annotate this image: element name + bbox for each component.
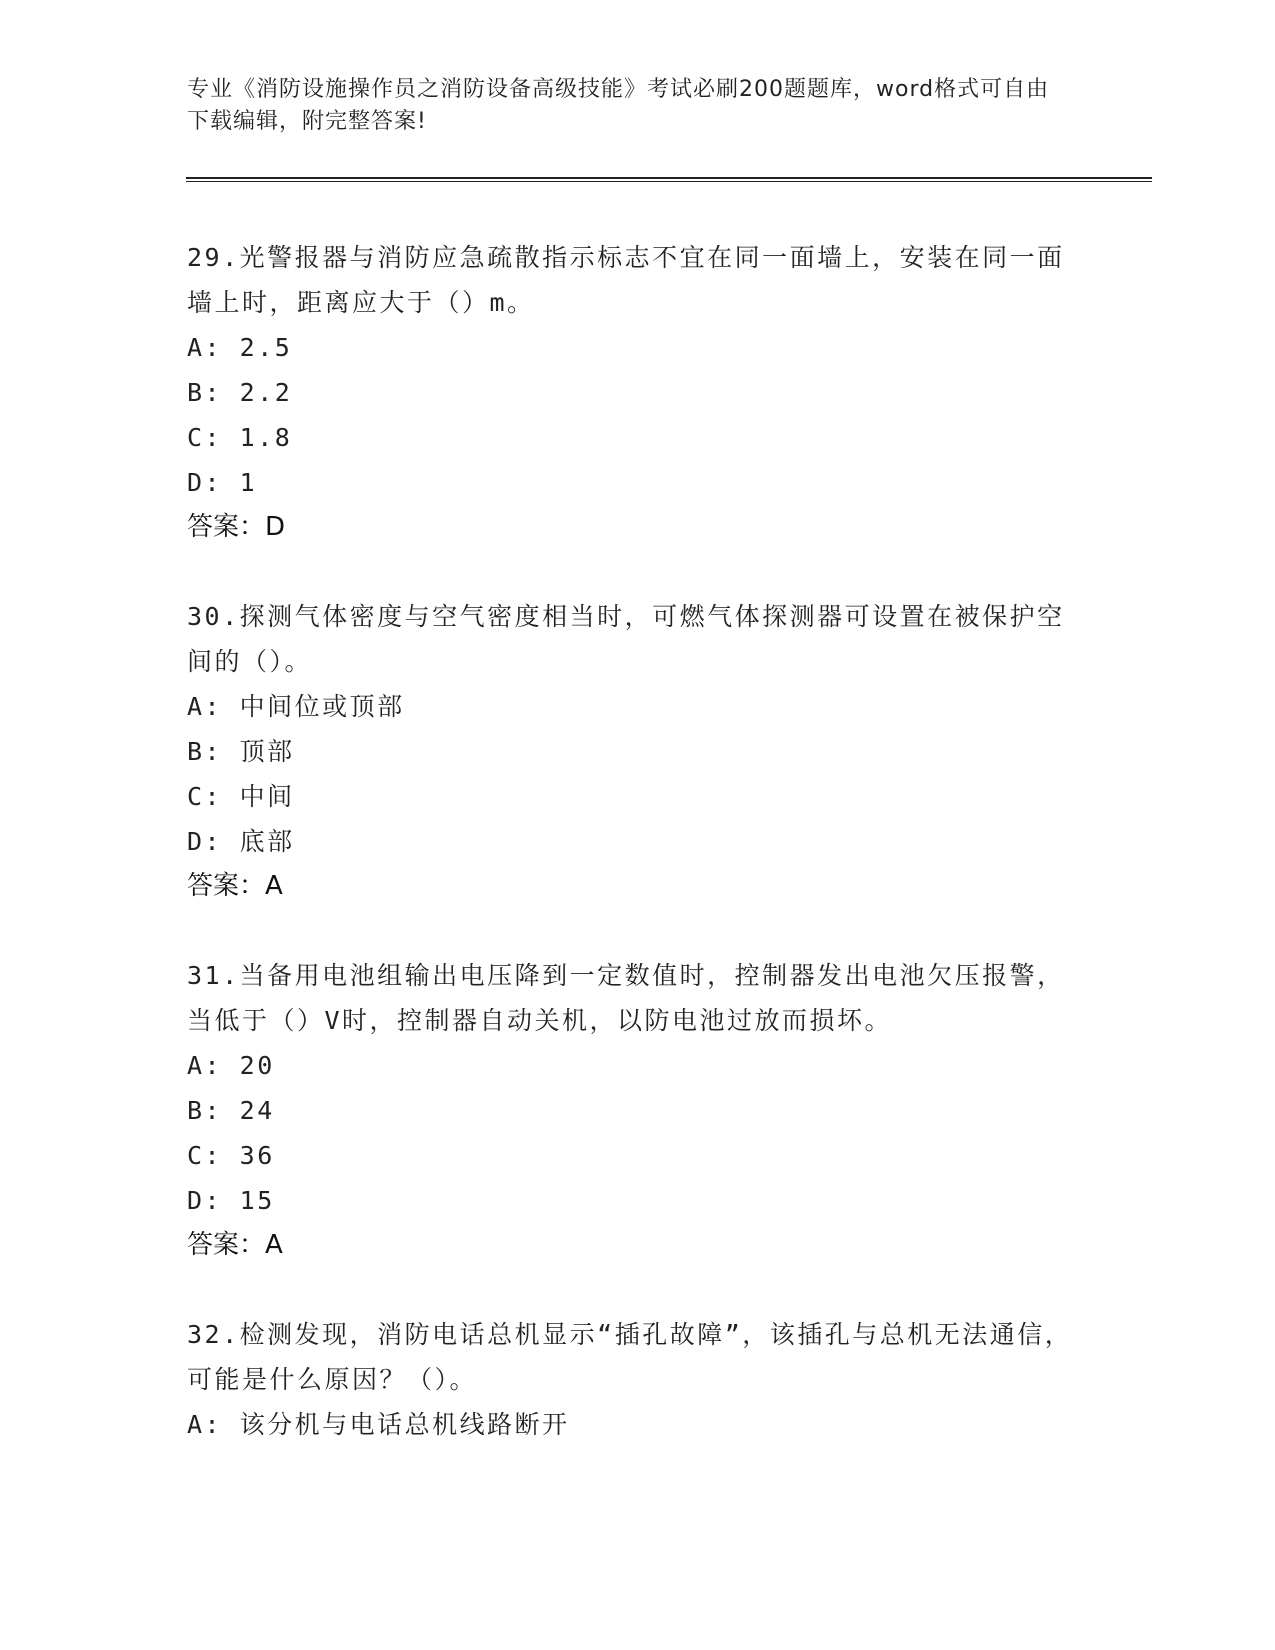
option-c: C: 中间 — [187, 782, 295, 811]
question-stem: 29.光警报器与消防应急疏散指示标志不宜在同一面墙上，安装在同一面墙上时，距离应大于（）m。 — [187, 243, 1065, 317]
question-30 — [187, 594, 1087, 909]
question-stem: 32.检测发现，消防电话总机显示“插孔故障”，该插孔与总机无法通信，可能是什么原因？（）。 — [187, 1320, 1073, 1394]
option-a: A: 中间位或顶部 — [187, 692, 405, 721]
option-a: A: 该分机与电话总机线路断开 — [187, 1410, 570, 1439]
question-list — [187, 235, 1087, 1491]
header-divider-thin — [186, 181, 1152, 182]
question-stem: 31.当备用电池组输出电压降到一定数值时，控制器发出电池欠压报警，当低于（）V时，控制器自动关机，以防电池过放而损坏。 — [187, 961, 1065, 1035]
document-header: 专业《消防设施操作员之消防设备高级技能》考试必刷200题题库，word格式可自由下载编辑，附完整答案! — [187, 77, 1050, 134]
question-stem: 30.探测气体密度与空气密度相当时，可燃气体探测器可设置在被保护空间的（）。 — [187, 602, 1065, 676]
option-b: B: 2.2 — [187, 378, 293, 407]
question-29 — [187, 235, 1087, 550]
question-31 — [187, 953, 1087, 1268]
option-b: B: 24 — [187, 1096, 275, 1125]
option-b: B: 顶部 — [187, 737, 295, 766]
question-32 — [187, 1312, 1087, 1447]
option-d: D: 底部 — [187, 827, 295, 856]
option-d: D: 1 — [187, 468, 258, 497]
answer: 答案：D — [187, 512, 286, 542]
option-a: A: 20 — [187, 1051, 275, 1080]
option-d: D: 15 — [187, 1186, 275, 1215]
option-a: A: 2.5 — [187, 333, 293, 362]
option-c: C: 36 — [187, 1141, 275, 1170]
answer: 答案：A — [187, 871, 283, 901]
header-divider-thick — [186, 177, 1152, 179]
answer: 答案：A — [187, 1230, 283, 1260]
option-c: C: 1.8 — [187, 423, 293, 452]
